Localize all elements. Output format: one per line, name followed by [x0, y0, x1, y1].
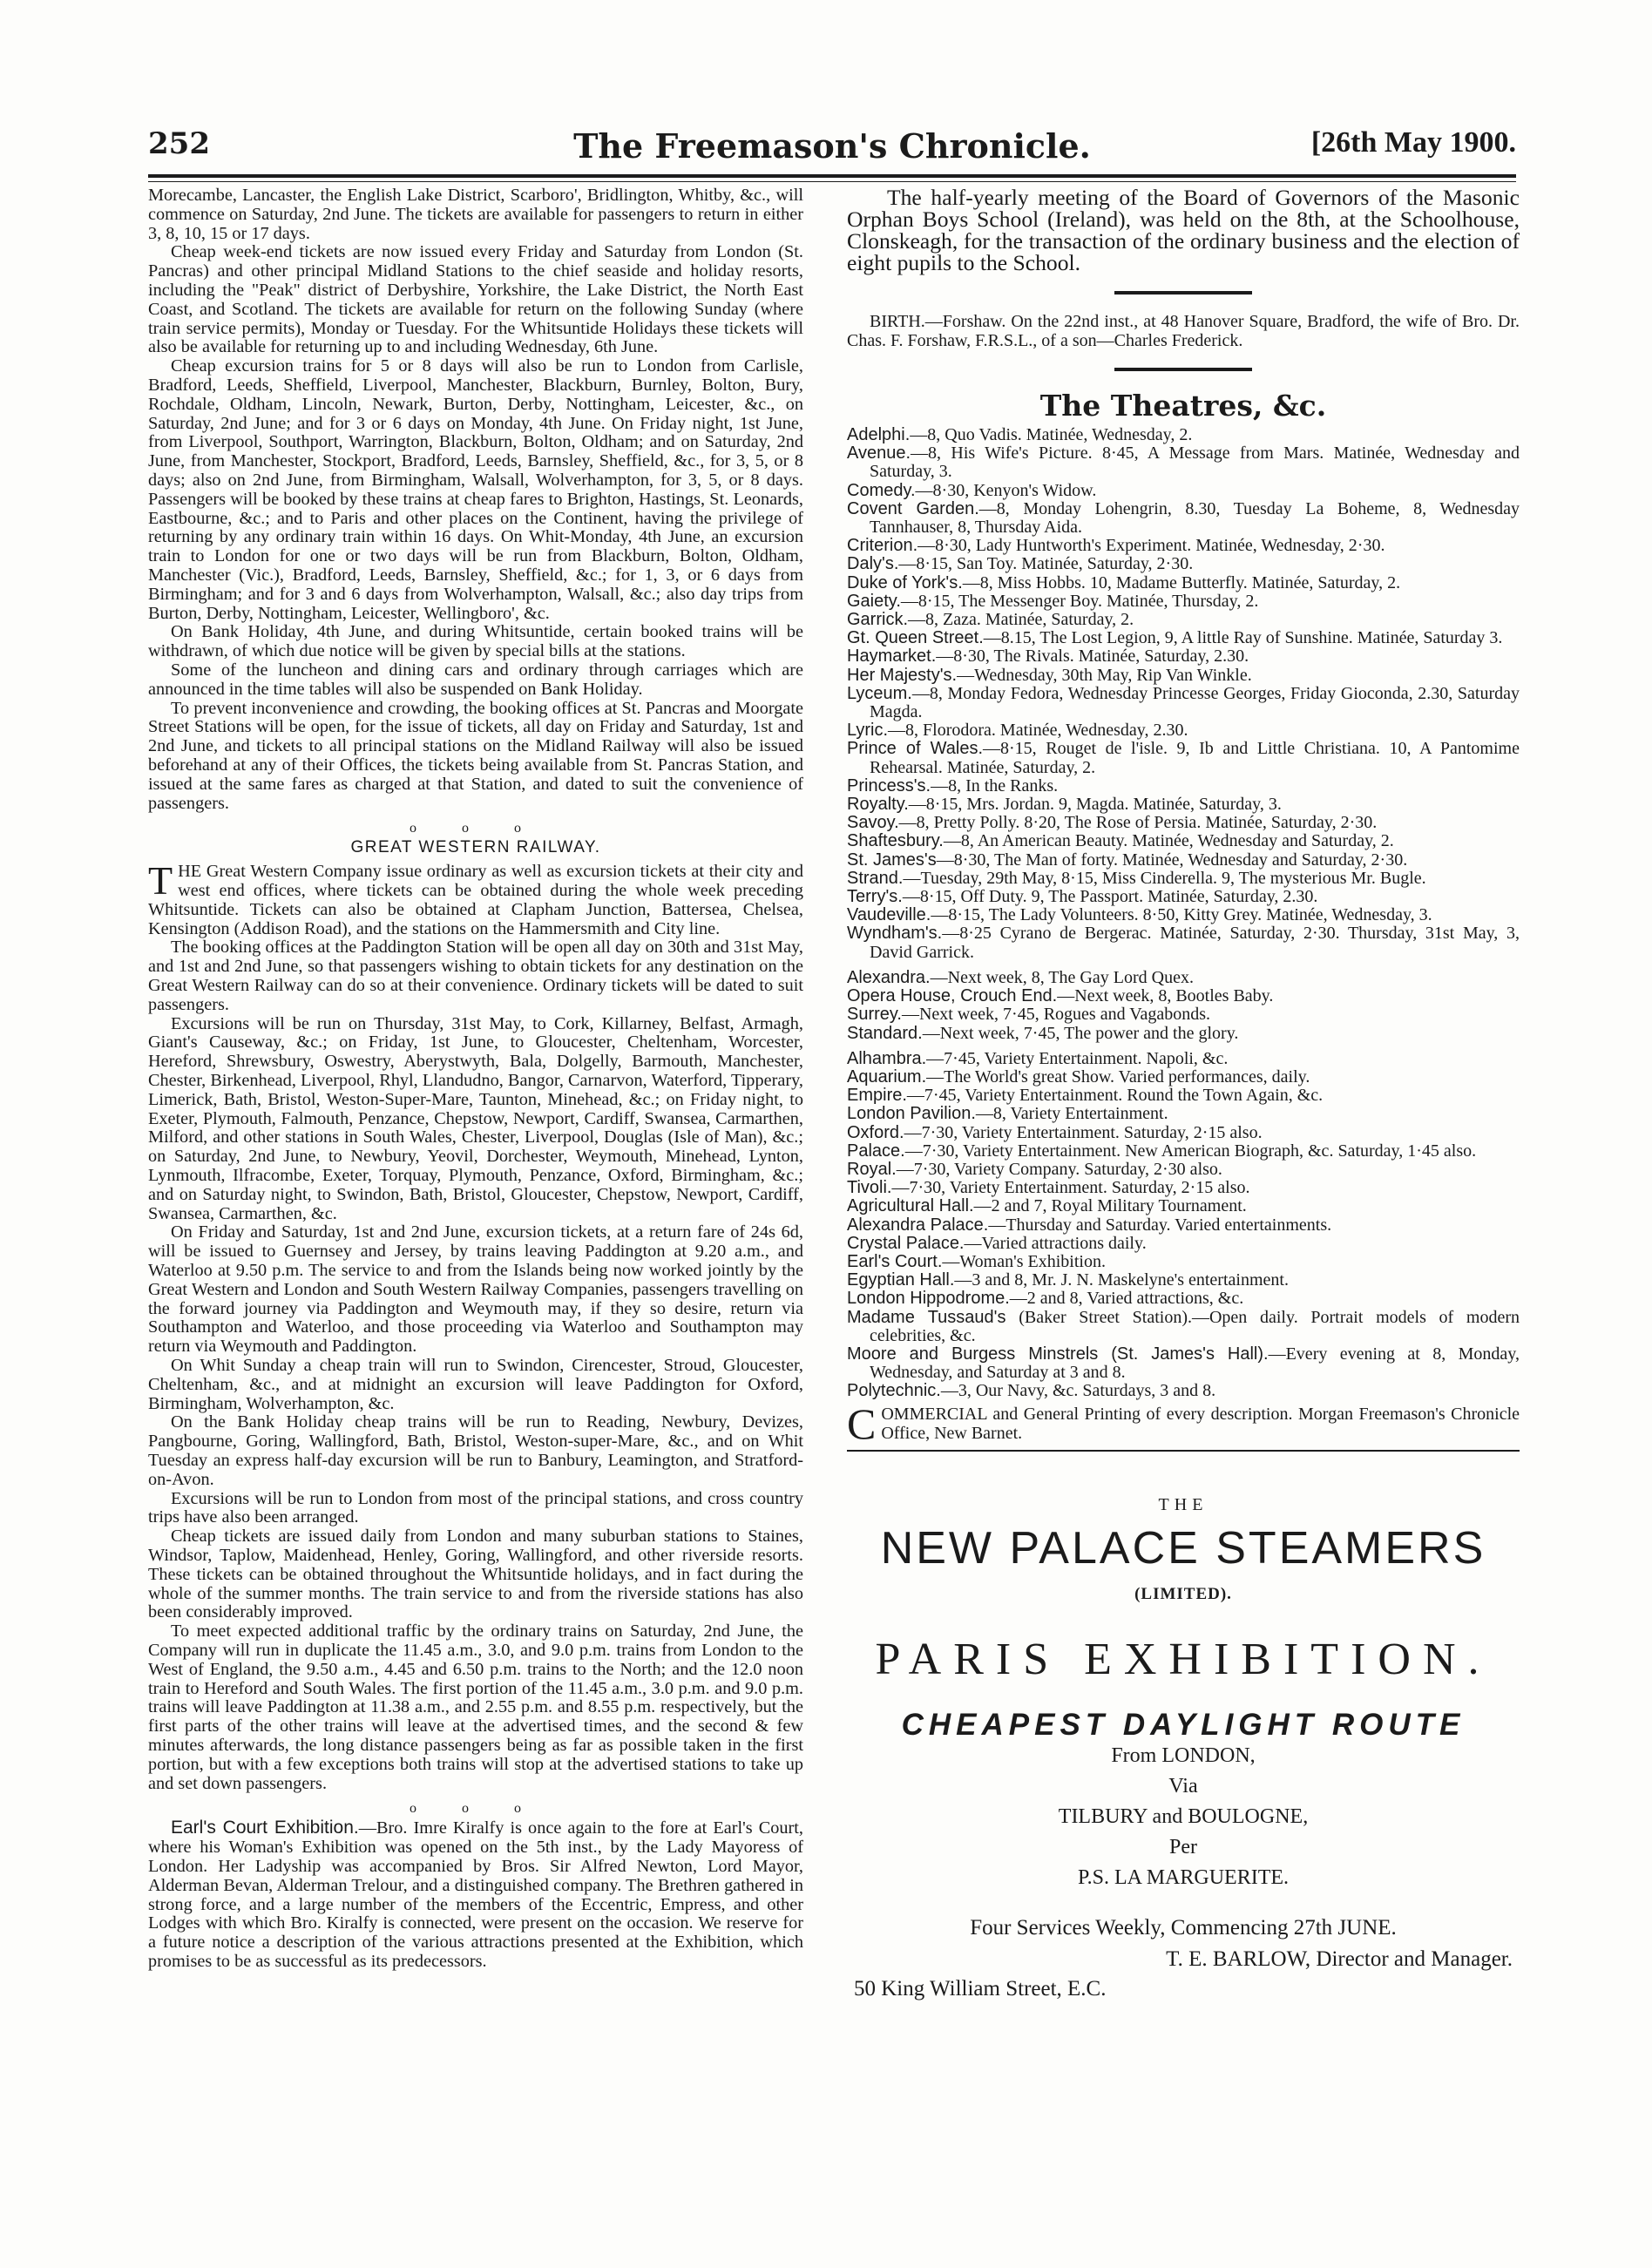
theatre-entry — [847, 685, 1520, 721]
ad-manager: T. E. BARLOW, Director and Manager. — [1166, 1946, 1513, 1971]
theatre-entry — [847, 1309, 1520, 1345]
theatre-entry — [847, 555, 1520, 573]
theatre-name: Alexandra Palace. — [847, 1215, 989, 1235]
theatre-details: —7·30, Variety Entertainment. New American Biograph, &c. Saturday, 1·45 also. — [904, 1141, 1477, 1161]
theatre-name: Her Majesty's. — [847, 665, 958, 685]
theatre-name: Wyndham's. — [847, 924, 943, 944]
theatre-entry — [847, 1068, 1520, 1087]
theatre-entry — [847, 1142, 1520, 1161]
ad-limited: (LIMITED). — [1134, 1584, 1232, 1603]
theatre-entry — [847, 987, 1520, 1005]
theatres-list — [847, 426, 1520, 962]
theatre-entry — [847, 1087, 1520, 1105]
theatre-details: —7·30, Variety Company. Saturday, 2·30 also. — [896, 1159, 1222, 1179]
steamers-advertisement — [847, 1495, 1520, 2001]
earls-court-paragraph — [148, 1818, 803, 1971]
commercial-dropcap: C — [847, 1398, 877, 1448]
theatre-details: —8·25 Cyrano de Bergerac. Matinée, Saturday, 2·30. Thursday, 31st May, 3, David Garrick. — [870, 924, 1520, 962]
theatre-details: —Wednesday, 30th May, Rip Van Winkle. — [957, 665, 1252, 685]
theatre-entry — [847, 592, 1520, 611]
theatre-details: —7·45, Variety Entertainment. Napoli, &c. — [926, 1048, 1229, 1068]
theatre-details: —Next week, 7·45, Rogues and Vagabonds. — [901, 1005, 1210, 1025]
gwr-dropcap: T — [148, 858, 173, 904]
ad-via: Via — [1168, 1774, 1198, 1797]
theatre-entry — [847, 574, 1520, 592]
theatre-details: —Next week, 7·45, The power and the glory. — [922, 1023, 1239, 1043]
theatre-name: Madame Tussaud's — [847, 1307, 1006, 1327]
gwr-paragraph: The booking offices at the Paddington Station will be open all day on 30th and 31st May, and 1st and 2nd June, so that passengers wishing to obtain tickets for any destination on the Great Western Railway can do so at their convenience. Ordinary tickets will be dated to suit passengers. — [148, 938, 803, 1014]
theatre-name: Gt. Queen Street. — [847, 628, 984, 648]
theatre-name: Gaiety. — [847, 591, 901, 611]
theatre-name: Crystal Palace. — [847, 1233, 965, 1253]
theatre-entry — [847, 1345, 1520, 1382]
midland-paragraph: Morecambe, Lancaster, the English Lake District, Scarboro', Bridlington, Whitby, &c., will commence on Saturday, 2nd June. The tickets are available for passengers to return in either 3, 8, 10, 15 or 17 days. — [148, 186, 803, 243]
theatre-details: —Varied attractions daily. — [964, 1233, 1147, 1253]
theatre-entry — [847, 1179, 1520, 1197]
page-number: 252 — [148, 126, 210, 161]
theatre-details: —8, Variety Entertainment. — [975, 1104, 1168, 1124]
theatre-entry — [847, 1216, 1520, 1235]
theatre-details: (Baker Street Station).—Open daily. Portrait models of modern celebrities, &c. — [870, 1307, 1520, 1345]
theatre-details: —8, Florodora. Matinée, Wednesday, 2.30. — [888, 721, 1188, 741]
theatre-name: Moore and Burgess Minstrels (St. James's Hall). — [847, 1344, 1269, 1364]
theatre-name: Criterion. — [847, 536, 918, 556]
theatre-name: Surrey. — [847, 1005, 902, 1025]
theatre-entry — [847, 537, 1520, 555]
theatre-entry — [847, 1124, 1520, 1142]
ad-ship: P.S. LA MARGUERITE. — [1077, 1865, 1290, 1889]
theatre-details: —The World's great Show. Varied performances, daily. — [926, 1066, 1310, 1087]
theatre-details: —8, Quo Vadis. Matinée, Wednesday, 2. — [910, 425, 1193, 444]
theatre-details: —8·15, Rouget de l'isle. 9, Ib and Little Christiana. 10, A Pantomime Rehearsal. Matinée, Saturday, 2. — [870, 739, 1520, 777]
midland-paragraph: To prevent inconvenience and crowding, the booking offices at St. Pancras and Moorgate Street Stations will be open, for the issue of tickets, all day on Friday and Saturday, 1st and 2nd June, and tickets to all principal stations on the Midland Railway will also be issued beforehand at any of their Offices, the tickets being available from St. Pancras Station, and issued at the same fares as charged at that Station, and dated to suit the convenience of passengers. — [148, 698, 803, 813]
theatre-entry — [847, 1005, 1520, 1024]
theatres-heading: The Theatres, &c. — [1039, 389, 1327, 423]
theatre-details: —7·30, Variety Entertainment. Saturday, 2·15 also. — [891, 1178, 1250, 1198]
theatre-details: —Woman's Exhibition. — [942, 1251, 1106, 1271]
theatre-details: —8·30, Kenyon's Widow. — [915, 480, 1097, 500]
theatre-entry — [847, 500, 1520, 537]
theatre-entry — [847, 1197, 1520, 1215]
theatre-details: —8.15, The Lost Legion, 9, A little Ray of Sunshine. Matinée, Saturday 3. — [983, 628, 1503, 648]
theatre-details: —8·15, The Lady Volunteers. 8·50, Kitty Grey. Matinée, Wednesday, 3. — [931, 905, 1432, 925]
theatre-name: Adelphi. — [847, 425, 911, 444]
theatre-name: Agricultural Hall. — [847, 1196, 974, 1216]
ad-title: NEW PALACE STEAMERS — [880, 1522, 1486, 1574]
midland-paragraph: On Bank Holiday, 4th June, and during Whitsuntide, certain booked trains will be withdrawn, of which due notice will be given by special bills at the stations. — [148, 622, 803, 661]
ad-from: From LONDON, — [1111, 1743, 1256, 1767]
theatre-details: —8·15, Mrs. Jordan. 9, Magda. Matinée, Saturday, 3. — [908, 795, 1282, 815]
theatre-details: —2 and 8, Varied attractions, &c. — [1009, 1289, 1244, 1309]
theatre-name: Opera House, Crouch End. — [847, 986, 1058, 1006]
ad-route: CHEAPEST DAYLIGHT ROUTE — [901, 1707, 1466, 1742]
theatre-entry — [847, 870, 1520, 888]
theatre-details: —8, Miss Hobbs. 10, Madame Butterfly. Matinée, Saturday, 2. — [962, 572, 1401, 592]
ad-address: 50 King William Street, E.C. — [854, 1976, 1107, 2001]
theatre-entry — [847, 647, 1520, 666]
theatre-name: Aquarium. — [847, 1066, 927, 1087]
theatre-details: —8·15, Off Duty. 9, The Passport. Matinée, Saturday, 2.30. — [902, 887, 1318, 907]
theatre-entry — [847, 924, 1520, 961]
theatre-name: Oxford. — [847, 1122, 904, 1142]
commercial-text: OMMERCIAL and General Printing of every description. Morgan Freemason's Chronicle Office, New Barnet. — [881, 1404, 1520, 1443]
theatre-name: Avenue. — [847, 443, 911, 464]
section-rule — [1114, 291, 1252, 295]
masthead-title: The Freemason's Chronicle. — [573, 126, 1091, 166]
theatre-entry — [847, 1382, 1520, 1400]
theatre-details: —3 and 8, Mr. J. N. Maskelyne's entertainment. — [954, 1270, 1289, 1290]
ad-ports: TILBURY and BOULOGNE, — [1058, 1804, 1309, 1828]
theatre-entry — [847, 969, 1520, 987]
suburban-theatres-list — [847, 969, 1520, 1043]
theatre-details: —7·45, Variety Entertainment. Round the Town Again, &c. — [906, 1086, 1324, 1106]
ad-services: Four Services Weekly, Commencing 27th JUNE. — [970, 1915, 1397, 1940]
theatre-name: Standard. — [847, 1023, 923, 1043]
theatre-entry — [847, 777, 1520, 795]
theatre-name: Princess's. — [847, 775, 931, 795]
gwr-paragraph: To meet expected additional traffic by the ordinary trains on Saturday, 2nd June, the Company will run in duplicate the 11.45 a.m., 3.0, and 9.0 p.m. trains from London to the West of England, the 9.50 a.m., 4.45 and 6.50 p.m. trains to the North; and the 12.0 noon train to Hereford and South Wales. The first portion of the 11.45 a.m., 3.0 p.m. and 9.0 p.m. trains will leave Paddington at 11.38 a.m., and 2.55 p.m. and 8.55 p.m. respectively, but the first parts of the other trains will leave at the advertised times, and the second & few minutes afterwards, the long distance passengers being as far as possible taken in the first portion, but with a few exceptions both trains will stop at the advertised stations to take up and set down passengers. — [148, 1621, 803, 1793]
ad-exhibition: PARIS EXHIBITION. — [875, 1634, 1492, 1684]
theatre-name: Strand. — [847, 868, 904, 888]
theatre-name: Empire. — [847, 1086, 907, 1106]
theatre-name: Palace. — [847, 1141, 905, 1161]
theatre-name: Garrick. — [847, 610, 908, 630]
theatre-details: —8·15, The Messenger Boy. Matinée, Thursday, 2. — [900, 591, 1259, 611]
theatre-name: Royalty. — [847, 795, 909, 815]
theatre-entry — [847, 1050, 1520, 1068]
theatre-entry — [847, 832, 1520, 850]
commercial-rule — [847, 1450, 1520, 1452]
theatre-entry — [847, 1161, 1520, 1179]
theatre-entry — [847, 1025, 1520, 1043]
gwr-paragraph: Cheap tickets are issued daily from London and many suburban stations to Staines, Windsor, Taplow, Maidenhead, Henley, Goring, Wallingford, and other riverside resorts. These tickets can be obtained throughout the Whitsuntide holidays, and in fact during the whole of the summer months. The train service to and from the riverside stations has also been considerably improved. — [148, 1527, 803, 1622]
theatre-details: —8·30, The Man of forty. Matinée, Wednesday and Saturday, 2·30. — [936, 850, 1408, 870]
theatre-name: Alhambra. — [847, 1048, 927, 1068]
section-separator: o o o — [410, 1801, 542, 1817]
theatre-name: Polytechnic. — [847, 1381, 941, 1401]
theatre-entry — [847, 1271, 1520, 1290]
theatre-details: —7·30, Variety Entertainment. Saturday, 2·15 also. — [904, 1122, 1263, 1142]
theatre-entry — [847, 1290, 1520, 1308]
gwr-paragraph: Excursions will be run to London from most of the principal stations, and cross country trips have also been arranged. — [148, 1488, 803, 1527]
theatre-details: —8, Monday Lohengrin, 8.30, Tuesday La Boheme, 8, Wednesday Tannhauser, 8, Thursday Aida. — [870, 498, 1520, 538]
theatre-entry — [847, 721, 1520, 740]
variety-list — [847, 1050, 1520, 1401]
theatre-entry — [847, 426, 1520, 444]
theatre-name: St. James's — [847, 850, 937, 870]
theatre-name: Savoy. — [847, 813, 899, 833]
theatre-entry — [847, 906, 1520, 924]
theatre-entry — [847, 1253, 1520, 1271]
theatre-name: Alexandra. — [847, 967, 931, 987]
earls-court-lead: Earl's Court Exhibition. — [171, 1818, 359, 1838]
theatre-entry — [847, 814, 1520, 832]
theatre-details: —8, His Wife's Picture. 8·45, A Message from Mars. Matinée, Wednesday and Saturday, 3. — [870, 443, 1520, 482]
orphan-school-notice: The half-yearly meeting of the Board of Governors of the Masonic Orphan Boys School (Ireland), was held on the 8th, at the Schoolhouse, Clonskeagh, for the transaction of the ordinary business and the election of eight pupils to the School. — [847, 186, 1520, 275]
right-column — [847, 186, 1520, 2217]
theatre-entry — [847, 795, 1520, 814]
theatre-name: London Pavilion. — [847, 1104, 976, 1124]
theatre-details: —8·15, San Toy. Matinée, Saturday, 2·30. — [898, 554, 1194, 574]
left-column — [148, 186, 803, 2164]
theatre-name: Haymarket. — [847, 647, 937, 667]
gwr-paragraph: On the Bank Holiday cheap trains will be run to Reading, Newbury, Devizes, Pangbourne, Goring, Wallingford, Bath, Bristol, Weston-super-Mare, &c., and on Whit Tuesday an express half-day excursion will be run to Banbury, Leamington, and Stratford-on-Avon. — [148, 1412, 803, 1489]
theatre-entry — [847, 1105, 1520, 1123]
theatre-name: Duke of York's. — [847, 572, 963, 592]
theatre-name: London Hippodrome. — [847, 1289, 1010, 1309]
ad-the: THE — [1158, 1494, 1209, 1514]
ad-per: Per — [1169, 1835, 1197, 1858]
header-rule-thin — [148, 181, 1516, 182]
issue-date: [26th May 1900. — [1310, 126, 1516, 159]
section-rule — [1114, 368, 1252, 371]
earls-court-text: —Bro. Imre Kiralfy is once again to the fore at Earl's Court, where his Woman's Exhibition was opened on the 5th inst., by the Lady Mayoress of London. Her Ladyship was accompanied by Bros. Sir Alfred Newton, Lord Mayor, Alderman Bevan, Alderman Trelour, and a distinguished company. The Brethren gathered in strong force, and a large number of the members of the Eccentric, Empress, and other Lodges with which Bro. Kiralfy is connected, were present on the occasion. We reserve for a future notice a description of the various attractions presented at the Exhibition, which promises to be as successful as its predecessors. — [148, 1818, 803, 1971]
gwr-paragraph: On Friday and Saturday, 1st and 2nd June, excursion tickets, at a return fare of 24s 6d, will be issued to Guernsey and Jersey, by trains leaving Paddington at 9.20 a.m., and Waterloo at 9.50 p.m. The service to and from the Islands being now worked jointly by the Great Western and London and South Western Railway Companies, passengers travelling on the forward journey via Paddington and Weymouth may, if they so desire, return via Southampton and Waterloo, and those proceeding via Waterloo and Southampton may return via Weymouth and Paddington. — [148, 1222, 803, 1357]
theatre-entry — [847, 1235, 1520, 1253]
header-rule — [148, 174, 1516, 178]
theatre-details: —8, Monday Fedora, Wednesday Princesse Georges, Friday Gioconda, 2.30, Saturday Magda. — [870, 683, 1520, 722]
theatre-details: —8, An American Beauty. Matinée, Wednesday and Saturday, 2. — [943, 831, 1394, 851]
theatre-entry — [847, 888, 1520, 906]
section-separator: o o o — [410, 821, 542, 836]
theatre-details: —Every evening at 8, Monday, Wednesday, and Saturday at 3 and 8. — [870, 1344, 1520, 1383]
midland-paragraph: Some of the luncheon and dining cars and ordinary through carriages which are announced in the time tables will also be suspended on Bank Holiday. — [148, 660, 803, 699]
birth-notice: BIRTH.—Forshaw. On the 22nd inst., at 48 Hanover Square, Bradford, the wife of Bro. Dr. Chas. F. Forshaw, F.R.S.L., of a son—Charles Frederick. — [847, 312, 1520, 350]
theatre-details: —8·30, Lady Huntworth's Experiment. Matinée, Wednesday, 2·30. — [917, 536, 1385, 556]
theatre-name: Egyptian Hall. — [847, 1270, 955, 1290]
gwr-paragraph: On Whit Sunday a cheap train will run to Swindon, Cirencester, Stroud, Gloucester, Cheltenham, &c., and at midnight an excursion will leave Paddington for Oxford, Birmingham, Wolverhampton, &c. — [148, 1356, 803, 1413]
theatre-name: Covent Garden. — [847, 498, 979, 518]
theatre-entry — [847, 851, 1520, 870]
theatre-details: —8, Zaza. Matinée, Saturday, 2. — [908, 610, 1134, 630]
theatre-name: Earl's Court. — [847, 1251, 943, 1271]
theatre-name: Prince of Wales. — [847, 739, 984, 759]
theatre-name: Tivoli. — [847, 1178, 892, 1198]
theatre-name: Daly's. — [847, 554, 899, 574]
theatre-details: —8, Pretty Polly. 8·20, The Rose of Persia. Matinée, Saturday, 2·30. — [898, 813, 1378, 833]
theatre-entry — [847, 629, 1520, 647]
commercial-printing-notice — [847, 1398, 1520, 1448]
gwr-paragraph-text: HE Great Western Company issue ordinary as well as excursion tickets at their city and west end offices, where tickets can be obtained during the whole week preceding Whitsuntide. Tickets can also be obtained at Clapham Junction, Battersea, Chelsea, Kensington (Addison Road), and the stations on the Hammersmith and City line. — [148, 862, 803, 938]
theatre-name: Terry's. — [847, 887, 903, 907]
theatre-entry — [847, 740, 1520, 776]
gwr-paragraph: Excursions will be run on Thursday, 31st May, to Cork, Killarney, Belfast, Armagh, Giant's Causeway, &c.; on Friday, 1st June, to Gloucester, Cheltenham, Worcester, Hereford, Shrewsbury, Oswestry, Aberystwyth, Bala, Dolgelly, Barmouth, Manchester, Chester, Birkenhead, Liverpool, Rhyl, Llandudno, Bangor, Carnarvon, Waterford, Tipperary, Limerick, Bath, Bristol, Weston-Super-Mare, Taunton, Minehead, &c.; on Friday night, to Exeter, Plymouth, Falmouth, Penzance, Chepstow, Newport, Cardiff, Swansea, Carmarthen, Milford, and other stations in South Wales, Chester, Liverpool, Douglas (Isle of Man), &c.; on Saturday, 2nd June, to Newbury, Yeovil, Dorchester, Weymouth, Minehead, Lynton, Lynmouth, Ilfracombe, Exeter, Torquay, Plymouth, Penzance, Oxford, Birmingham, &c.; and on Saturday night, to Swindon, Bath, Bristol, Gloucester, Chepstow, Newport, Cardiff, Swansea, Carmarthen, &c. — [148, 1013, 803, 1223]
midland-paragraph: Cheap week-end tickets are now issued every Friday and Saturday from London (St. Pancras) and other principal Midland Stations to the chief seaside and holiday resorts, including the "Peak" district of Derbyshire, Yorkshire, the Lake District, the North East Coast, and Scotland. The tickets are available for return on the following Sunday (where train service permits), Monday or Tuesday. For the Whitsuntide Holidays these tickets will also be available for returning up to and including Wednesday, 6th June. — [148, 242, 803, 357]
theatre-details: —Tuesday, 29th May, 8·15, Miss Cinderella. 9, The mysterious Mr. Bugle. — [903, 868, 1426, 888]
theatre-name: Lyceum. — [847, 683, 912, 703]
theatre-details: —Thursday and Saturday. Varied entertainments. — [988, 1215, 1332, 1235]
theatre-name: Royal. — [847, 1159, 897, 1179]
theatre-details: —2 and 7, Royal Military Tournament. — [973, 1196, 1247, 1216]
theatre-details: —3, Our Navy, &c. Saturdays, 3 and 8. — [940, 1381, 1216, 1401]
theatre-details: —Next week, 8, The Gay Lord Quex. — [930, 967, 1194, 987]
theatre-entry — [847, 667, 1520, 685]
page-header — [148, 126, 1516, 179]
theatre-name: Comedy. — [847, 480, 916, 500]
theatre-entry — [847, 611, 1520, 629]
theatre-entry — [847, 444, 1520, 481]
theatre-name: Lyric. — [847, 721, 889, 741]
theatre-details: —Next week, 8, Bootles Baby. — [1057, 986, 1274, 1006]
theatre-name: Shaftesbury. — [847, 831, 944, 851]
theatre-details: —8, In the Ranks. — [931, 775, 1059, 795]
midland-paragraph: Cheap excursion trains for 5 or 8 days will also be run to London from Carlisle, Bradford, Leeds, Sheffield, Liverpool, Manchester, Blackburn, Burnley, Bolton, Bury, Rochdale, Oldham, Lincoln, Newark, Burton, Derby, Nottingham, Leicester, &c., on Saturday, 2nd June; and for 3 or 6 days on Monday, 4th June. On Friday night, 1st June, from Liverpool, Southport, Warrington, Blackburn, Bolton, Oldham; and on Saturday, 2nd June, from Manchester, Stockport, Bradford, Leeds, Barnsley, Sheffield, &c., for 3, 5, or 8 days; also on 2nd June, from Birmingham, Walsall, Wolverhampton, for 3, 5, or 8 days. Passengers will be booked by these trains at cheap fares to Brighton, Hastings, St. Leonards, Eastbourne, &c.; and to Paris and other places on the Continent, having the privilege of returning by any ordinary train within 16 days. On Whit-Monday, 4th June, an excursion train to London for one or two days will be run from Blackburn, Bolton, Oldham, Manchester (Vic.), Bradford, Leeds, Barnsley, Sheffield, &c.; for 1, 3, or 6 days from Birmingham; and for 3 and 6 days from Wolverhampton, Walsall, &c.; also day trips from Burton, Derby, Nottingham, Leicester, Wellingboro', &c. — [148, 356, 803, 623]
theatre-name: Vaudeville. — [847, 905, 931, 925]
gwr-title: GREAT WESTERN RAILWAY. — [350, 838, 601, 857]
theatre-entry — [847, 482, 1520, 500]
gwr-paragraph — [148, 858, 803, 938]
theatre-details: —8·30, The Rivals. Matinée, Saturday, 2.30. — [936, 647, 1249, 667]
